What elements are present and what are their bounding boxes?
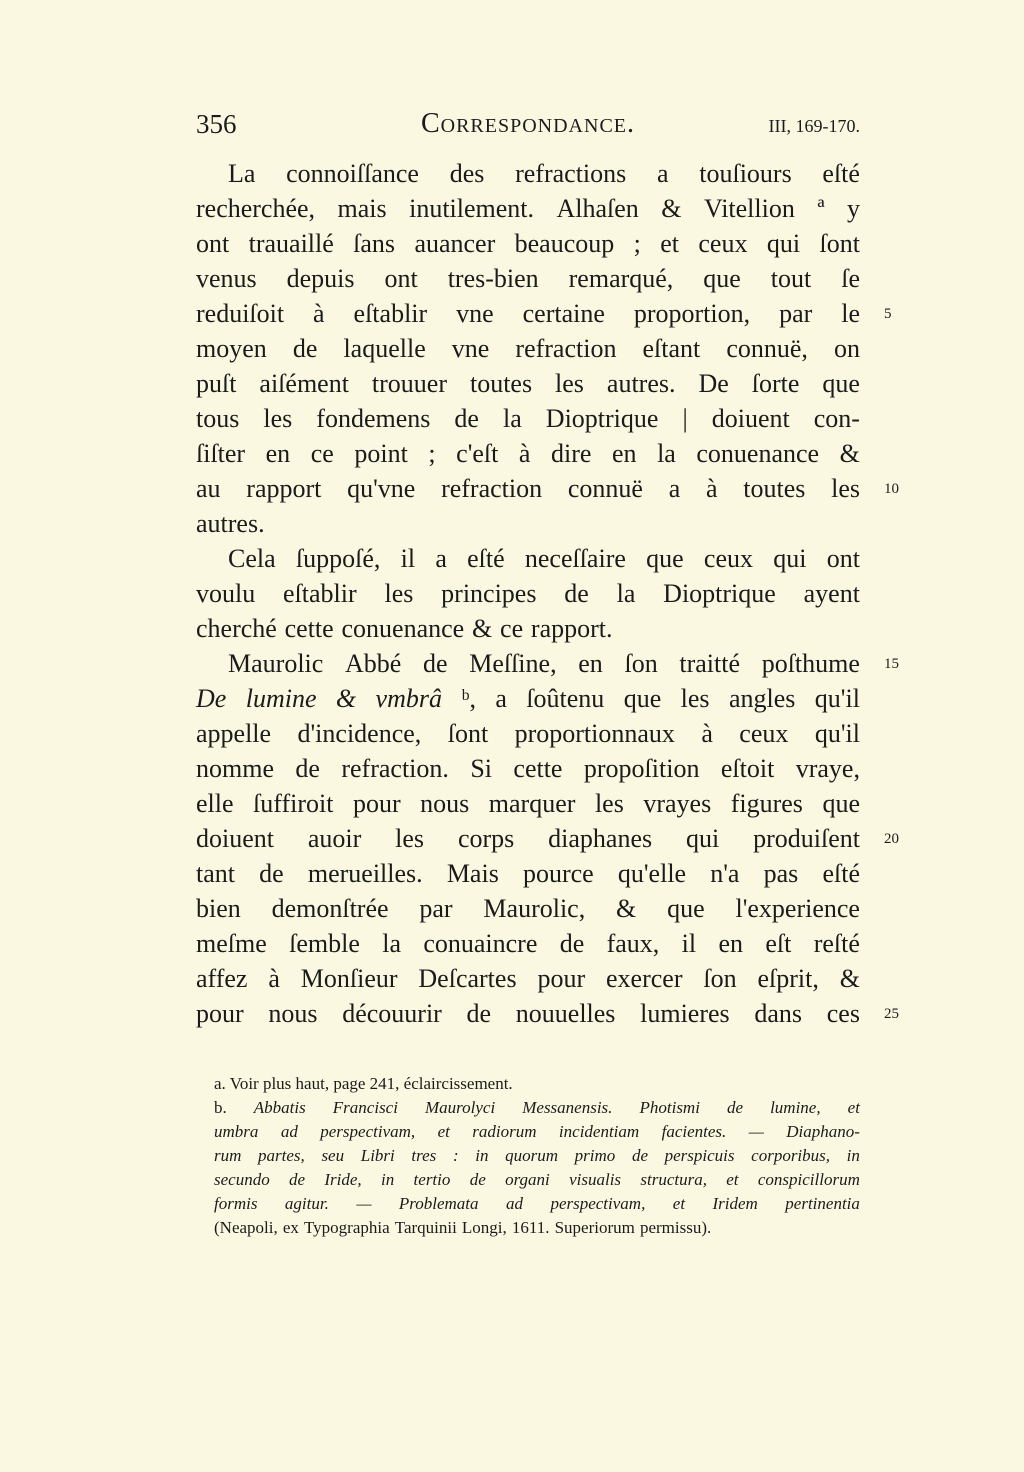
text-line: La connoiſſance des refractions a touſiours eſté: [228, 159, 860, 188]
running-title: Correspondance.: [420, 108, 636, 139]
line-number: 15: [884, 656, 899, 672]
text-line: tant de merueilles. Mais pource qu'elle n'a pas eſté: [196, 859, 860, 888]
footnotes: [196, 1072, 860, 1240]
line-number: 25: [884, 1006, 899, 1022]
line-number: 20: [884, 831, 899, 847]
text-line: doiuent auoir les corps diaphanes qui produiſent: [196, 824, 860, 853]
page-number: 356: [196, 109, 237, 139]
text-line: De lumine & vmbrâ ᵇ, a ſoûtenu que les angles qu'il: [196, 684, 860, 713]
text-line: ſiſter en ce point ; c'eſt à dire en la conuenance &: [196, 439, 860, 468]
footnote-b-line: (Neapoli, ex Typographia Tarquinii Longi, 1611. Superiorum permissu).: [214, 1218, 712, 1237]
footnote-b: [196, 1096, 860, 1240]
text-line: nomme de refraction. Si cette propoſition eſtoit vraye,: [196, 754, 860, 783]
text-line: ont trauaillé ſans auancer beaucoup ; et ceux qui ſont: [196, 229, 860, 258]
footnote-b-line: umbra ad perspectivam, et radiorum incidentiam facientes. — Diaphano-: [214, 1122, 860, 1141]
footnote-b-line: formis agitur. — Problemata ad perspectivam, et Iridem pertinentia: [214, 1194, 860, 1213]
text-line: recherchée, mais inutilement. Alhaſen & Vitellion ª y: [196, 194, 860, 223]
text-line: voulu eſtablir les principes de la Dioptrique ayent: [196, 579, 860, 608]
footnote-a: a. Voir plus haut, page 241, éclaircissement.: [214, 1074, 513, 1093]
text-line: venus depuis ont tres-bien remarqué, que tout ſe: [196, 264, 860, 293]
text-line: elle ſuffiroit pour nous marquer les vrayes figures que: [196, 789, 860, 818]
text-line: pour nous découurir de nouuelles lumieres dans ces: [196, 999, 860, 1028]
footnote-b-line: secundo de Iride, in tertio de organi visualis structura, et conspicillorum: [214, 1170, 860, 1189]
text-line: cherché cette conuenance & ce rapport.: [196, 614, 613, 643]
line-number: 5: [884, 306, 892, 322]
text-line: affez à Monſieur Deſcartes pour exercer ſon eſprit, &: [196, 964, 860, 993]
main-text: [196, 156, 860, 1031]
footnote-b-line: rum partes, seu Libri tres : in quorum primo de perspicuis corporibus, in: [214, 1146, 860, 1165]
footnote-b-line: b. Abbatis Francisci Maurolyci Messanensis. Photismi de lumine, et: [214, 1098, 860, 1117]
text-line: autres.: [196, 509, 265, 538]
text-line: moyen de laquelle vne refraction eſtant connuë, on: [196, 334, 860, 363]
line-number: 10: [884, 481, 899, 497]
text-line: meſme ſemble la conuaincre de faux, il en eſt reſté: [196, 929, 860, 958]
text-line: Cela ſuppoſé, il a eſté neceſſaire que ceux qui ont: [228, 544, 860, 573]
text-line: bien demonſtrée par Maurolic, & que l'experience: [196, 894, 860, 923]
volume-reference: III, 169-170.: [768, 116, 860, 136]
text-line: Maurolic Abbé de Meſſine, en ſon traitté poſthume: [228, 649, 860, 678]
text-line: appelle d'incidence, ſont proportionnaux à ceux qu'il: [196, 719, 860, 748]
text-line: reduiſoit à eſtablir vne certaine proportion, par le: [196, 299, 860, 328]
text-line: tous les fondemens de la Dioptrique | doiuent con-: [196, 404, 860, 433]
running-head: [196, 104, 860, 144]
text-line: puſt aiſément trouuer toutes les autres. De ſorte que: [196, 369, 860, 398]
text-line: au rapport qu'vne refraction connuë a à toutes les: [196, 474, 860, 503]
